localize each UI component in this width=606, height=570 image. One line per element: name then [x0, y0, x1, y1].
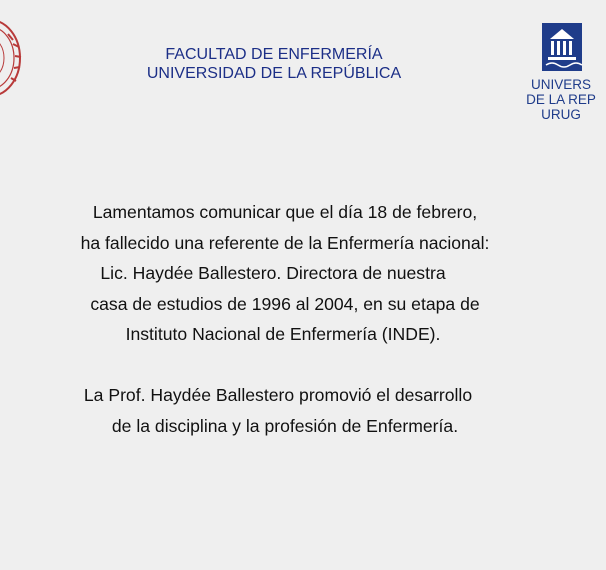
- udelar-logo-line: URUG: [541, 107, 581, 122]
- udelar-logo-icon: [542, 23, 582, 71]
- header-faculty-name: FACULTAD DE ENFERMERÍA: [165, 46, 383, 63]
- udelar-logo-line: UNIVERS: [530, 77, 591, 92]
- faculty-header: [94, 45, 454, 83]
- udelar-logo: [510, 20, 596, 122]
- announcement-line: La Prof. Haydée Ballestero promovió el desarrollo: [83, 385, 473, 405]
- announcement-text: [0, 197, 570, 441]
- announcement-line: Lic. Haydée Ballestero. Directora de nuestra: [100, 263, 446, 283]
- faculty-seal-icon: [0, 18, 22, 98]
- announcement-line: de la disciplina y la profesión de Enfermería.: [111, 415, 459, 436]
- announcement-line: casa de estudios de 1996 al 2004, en su etapa de: [90, 293, 480, 314]
- header-university-name: UNIVERSIDAD DE LA REPÚBLICA: [146, 65, 402, 82]
- udelar-logo-text: [516, 77, 606, 122]
- announcement-line: Instituto Nacional de Enfermería (INDE).: [125, 324, 441, 344]
- udelar-logo-line: DE LA REP: [526, 92, 596, 107]
- announcement-line: Lamentamos comunicar que el día 18 de febrero,: [92, 202, 478, 222]
- announcement-line: ha fallecido una referente de la Enfermería nacional:: [80, 232, 490, 253]
- paragraph-spacer: [0, 350, 570, 381]
